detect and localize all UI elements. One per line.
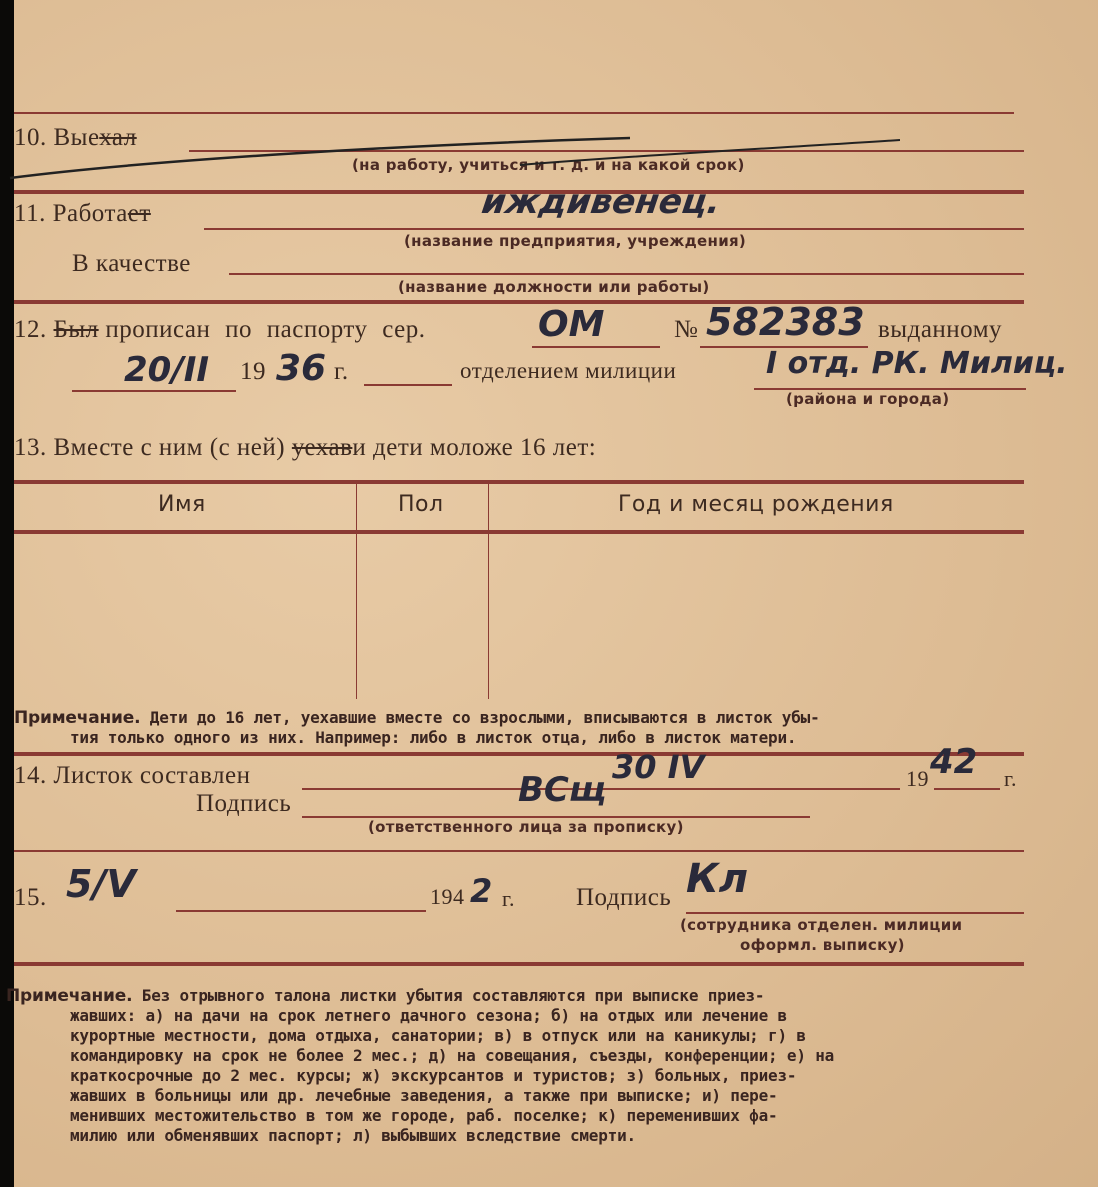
note2-line7: менивших местожительство в том же городе, раб. поселке; к) переменивших фа- [70,1106,778,1125]
row15-signature-line [686,912,1024,914]
row15-signature: Кл [686,856,748,902]
note2-line6: жавших в больницы или др. лечебные заведения, а также при выписке; и) пере- [70,1086,778,1105]
row15-year-g: г. [502,886,516,911]
table-header-name: Имя [158,492,206,517]
row12-police-office: отделением милиции [460,358,677,383]
row14-signature-label: Подпись [196,790,292,817]
row12-issued: выданному [878,316,1003,343]
row10-strike-ink [0,130,900,190]
row14-label: 14. Листок составлен [14,762,251,789]
row11-label: 11. Работает [14,200,151,227]
row12-caption: (района и города) [786,390,950,408]
row12-blank-line [364,384,452,386]
row12-label: 12. Был прописан по паспорту сер. [14,316,426,343]
table-col-divider-2 [488,484,489,699]
row12-series: ОМ [538,304,605,345]
row14-bottom-rule [14,850,1024,852]
row12-date-line [72,390,236,392]
note1-line1: Примечание. Дети до 16 лет, уехавшие вместе со взрослыми, вписываются в листок убы- [14,708,820,728]
row13-label: 13. Вместе с ним (с ней) уехави дети моложе 16 лет: [14,434,597,461]
note2-line3: курортные местности, дома отдыха, санатории; в) в отпуск или на каникулы; г) в [70,1026,806,1045]
table-header-birth: Год и месяц рождения [618,492,894,517]
row12-year-prefix: 19 [240,358,266,385]
note1-bottom-rule [14,752,1024,756]
row14-caption: (ответственного лица за прописку) [368,818,684,836]
row12-date-handwritten: 20/II [124,350,210,390]
top-rule [14,112,1014,114]
row15-year-suffix: 2 [470,872,493,910]
row12-year-g: г. [334,358,349,385]
note2-line5: краткосрочные до 2 мес. курсы; ж) экскурсантов и туристов; з) больных, приез- [70,1066,797,1085]
row15-caption2: оформл. выписку) [740,936,905,954]
row15-signature-label: Подпись [576,884,672,911]
row11-handwritten-dependent: иждивенец. [479,182,723,222]
row15-date-handwritten: 5/V [66,862,136,906]
row15-bottom-rule [14,962,1024,966]
note1-line2: тия только одного из них. Например: либо в листок отца, либо в листок матери. [70,728,797,747]
table-header-sex: Пол [398,492,444,517]
row12-issuer-handwritten: I отд. РК. Милиц. [766,346,1068,381]
row15-caption1: (сотрудника отделен. милиции [680,916,963,934]
row11-bottom-rule [14,300,1024,304]
row11-label2: В качестве [72,250,191,277]
row12-series-line [532,346,660,348]
table-col-divider-1 [356,484,357,699]
note2-line4: командировку на срок не более 2 мес.; д) на совещания, съезды, конференции; е) на [70,1046,835,1065]
note2-line1: Примечание. Без отрывного талона листки убытия составляются при выписке приез- [6,986,765,1006]
note2-line8: милию или обменявших паспорт; л) выбывших вследствие смерти. [70,1126,636,1145]
row12-num-sign: № [674,316,699,343]
row14-year-prefix: 19 [906,766,929,791]
row14-year-line [934,788,1000,790]
row11-caption1: (название предприятия, учреждения) [404,232,747,250]
row12-year-suffix: 36 [276,348,327,389]
row14-year-g: г. [1004,766,1018,791]
row11-caption2: (название должности или работы) [398,278,710,296]
table-top-rule [14,480,1024,484]
row10-label: 10. Выехал [14,124,137,151]
row14-date-handwritten: 30 IV [612,748,705,786]
registration-form-sheet [6,0,1098,1187]
row11-field-line2 [229,273,1024,275]
row15-field-line [176,910,426,912]
row10-caption: (на работу, учиться и т. д. и на какой срок) [352,156,745,174]
row12-passport-number: 582383 [706,300,865,344]
row11-field-line [204,228,1024,230]
row15-year-prefix: 194 [430,884,465,909]
table-header-rule [14,530,1024,534]
row14-signature: ВСщ [518,770,607,810]
row15-number: 15. [14,884,47,911]
note2-line2: жавших: а) на дачи на срок летнего дачного сезона; б) на отдых или лечение в [70,1006,787,1025]
row14-year-suffix: 42 [930,742,978,782]
